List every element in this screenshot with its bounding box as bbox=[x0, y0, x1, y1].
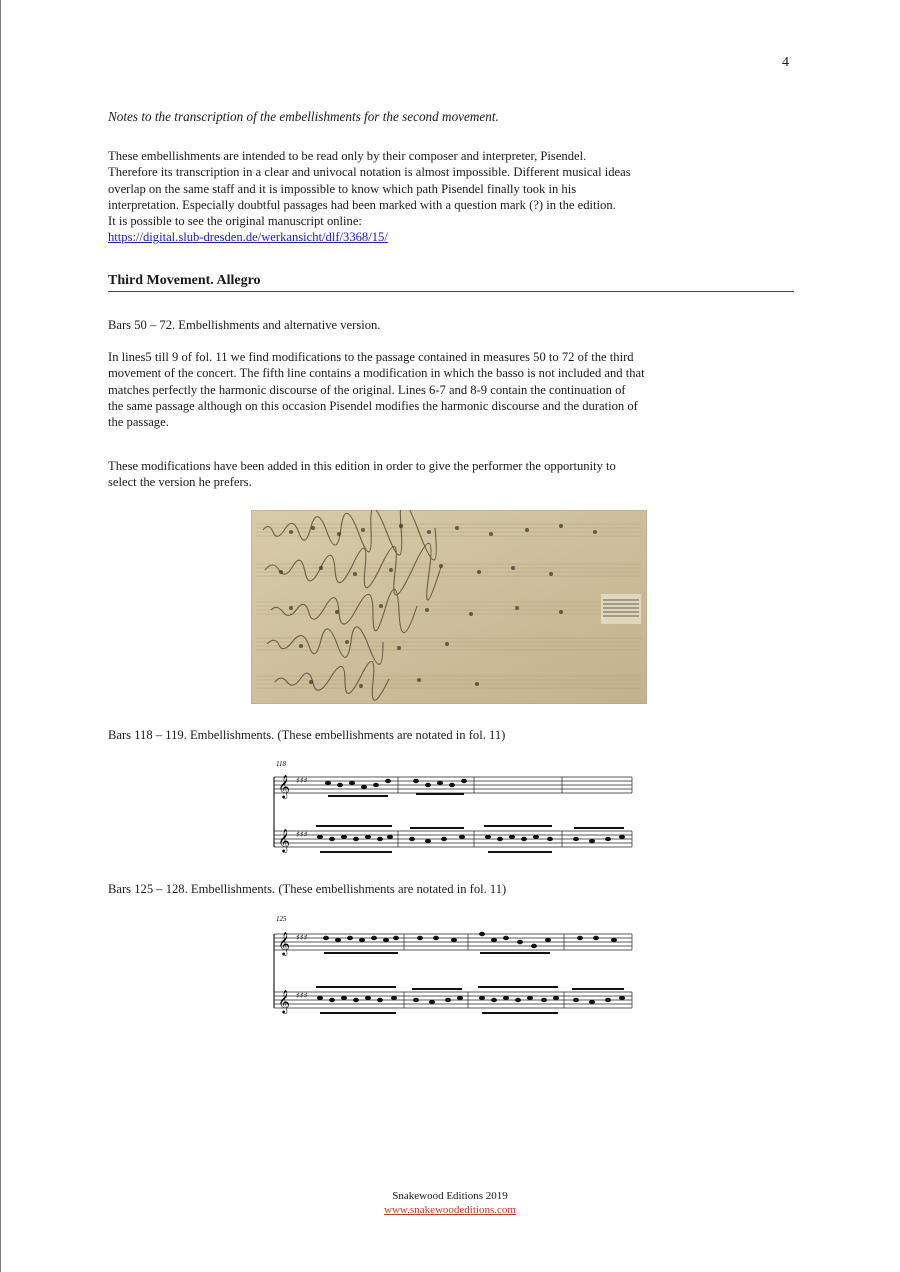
paragraph-line: matches perfectly the harmonic discourse of the original. Lines 6-7 and 8-9 contain the continuation of bbox=[108, 382, 626, 397]
notes-line: These embellishments are intended to be read only by their composer and interpreter, Pisendel. bbox=[108, 149, 587, 163]
paragraph-line: In lines5 till 9 of fol. 11 we find modifications to the passage contained in measures 50 to 72 of the third bbox=[108, 350, 634, 364]
section-heading: Third Movement. Allegro bbox=[108, 273, 794, 292]
paragraph-line: movement of the concert. The fifth line contains a modification in which the basso is not included and that bbox=[108, 366, 645, 381]
svg-text:𝄞: 𝄞 bbox=[278, 774, 290, 798]
svg-text:𝄞: 𝄞 bbox=[278, 931, 290, 955]
lines-paragraph bbox=[108, 349, 792, 430]
manuscript-image bbox=[251, 510, 647, 704]
notes-paragraph bbox=[108, 148, 792, 246]
bars-50-72-caption: Bars 50 – 72. Embellishments and alternative version. bbox=[108, 318, 381, 332]
svg-text:♯♯♯: ♯♯♯ bbox=[296, 991, 308, 1000]
svg-text:𝄞: 𝄞 bbox=[278, 828, 290, 852]
score-excerpt-125 bbox=[272, 912, 634, 1022]
measure-number: 118 bbox=[276, 760, 286, 768]
measure-number: 125 bbox=[276, 915, 287, 923]
manuscript-link[interactable]: https://digital.slub-dresden.de/werkansicht/dlf/3368/15/ bbox=[108, 230, 388, 245]
footer-publisher: Snakewood Editions 2019 bbox=[392, 1190, 508, 1202]
paragraph-line: select the version he prefers. bbox=[108, 475, 252, 490]
bars-118-caption: Bars 118 – 119. Embellishments. (These embellishments are notated in fol. 11) bbox=[108, 728, 506, 742]
paragraph-line: the passage. bbox=[108, 415, 169, 430]
svg-text:♯♯♯: ♯♯♯ bbox=[296, 933, 308, 942]
svg-text:♯♯♯: ♯♯♯ bbox=[296, 776, 308, 785]
notes-line: Therefore its transcription in a clear and univocal notation is almost impossible. Different musical ideas bbox=[108, 165, 631, 180]
bars-125-caption: Bars 125 – 128. Embellishments. (These embellishments are notated in fol. 11) bbox=[108, 882, 507, 896]
footer-url-link[interactable]: www.snakewoodeditions.com bbox=[384, 1204, 516, 1216]
notes-title: Notes to the transcription of the embellishments for the second movement. bbox=[108, 109, 499, 124]
notes-line: interpretation. Especially doubtful passages had been marked with a question mark (?) in the edition. bbox=[108, 197, 616, 212]
paragraph-line: the same passage although on this occasion Pisendel modifies the harmonic discourse and the duration of bbox=[108, 398, 638, 413]
svg-text:𝄞: 𝄞 bbox=[278, 989, 290, 1013]
notes-line: It is possible to see the original manuscript online: bbox=[108, 214, 362, 229]
modifications-paragraph bbox=[108, 458, 792, 491]
paragraph-line: These modifications have been added in this edition in order to give the performer the opportunity to bbox=[108, 459, 616, 473]
notes-line: overlap on the same staff and it is impossible to know which path Pisendel finally took in his bbox=[108, 181, 577, 196]
svg-text:♯♯♯: ♯♯♯ bbox=[296, 830, 308, 839]
page-edge bbox=[0, 0, 1, 1272]
score-excerpt-118 bbox=[272, 757, 634, 864]
page-number: 4 bbox=[782, 55, 789, 70]
